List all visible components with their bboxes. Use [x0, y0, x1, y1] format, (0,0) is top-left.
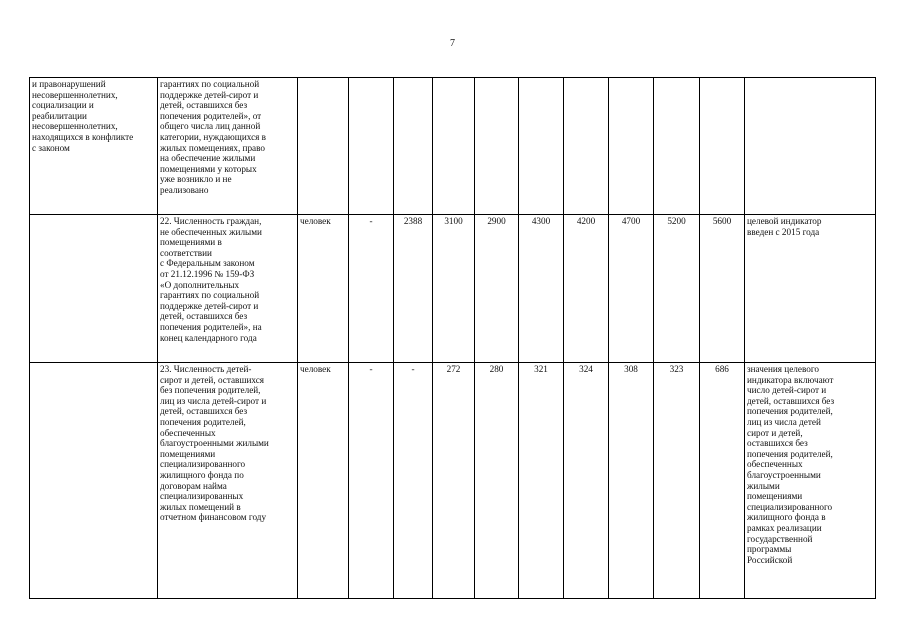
value-cell: 4700: [609, 215, 654, 363]
value-cell: -: [349, 363, 394, 599]
value-cell: 324: [564, 363, 609, 599]
note-cell: [745, 78, 876, 215]
table-row: [30, 78, 876, 215]
note-cell: значения целевого индикатора включают число детей-сирот и детей, оставшихся без попечения родителей, лиц из числа детей сирот и детей, оставшихся без попечения родителей, обеспеченных благоустроенными жилыми помещениями специализированного жилищного фонда в рамках реализации государственной программы Российской: [745, 363, 876, 599]
value-cell: 272: [433, 363, 475, 599]
value-cell: -: [394, 363, 433, 599]
value-cell: 3100: [433, 215, 475, 363]
note-cell: целевой индикатор введен с 2015 года: [745, 215, 876, 363]
page-number: 7: [450, 38, 455, 49]
value-cell: 280: [475, 363, 519, 599]
value-cell: 4200: [564, 215, 609, 363]
indicator-cell: 23. Численность детей- сирот и детей, оставшихся без попечения родителей, лиц из числа детей-сирот и детей, оставшихся без попечения родителей, обеспеченных благоустроенными жилыми помещениями специализированного жилищного фонда по договорам найма специализированных жилых помещений в отчетном финансовом году: [158, 363, 298, 599]
value-cell: 5600: [700, 215, 745, 363]
value-cell: 308: [609, 363, 654, 599]
value-cell: [475, 78, 519, 215]
indicator-table: [29, 77, 876, 599]
section-cell: [30, 215, 158, 363]
value-cell: 2388: [394, 215, 433, 363]
unit-cell: человек: [298, 363, 349, 599]
indicator-cell: 22. Численность граждан, не обеспеченных жилыми помещениями в соответствии с Федеральным законом от 21.12.1996 № 159-ФЗ «О дополнительных гарантиях по социальной поддержке детей-сирот и детей, оставшихся без попечения родителей», на конец календарного года: [158, 215, 298, 363]
value-cell: 2900: [475, 215, 519, 363]
value-cell: 4300: [519, 215, 564, 363]
value-cell: [349, 78, 394, 215]
value-cell: [609, 78, 654, 215]
value-cell: 321: [519, 363, 564, 599]
value-cell: [394, 78, 433, 215]
table-row: [30, 363, 876, 599]
unit-cell: [298, 78, 349, 215]
value-cell: [654, 78, 700, 215]
indicator-cell: гарантиях по социальной поддержке детей-сирот и детей, оставшихся без попечения родителей», от общего числа лиц данной категории, нуждающихся в жилых помещениях, право на обеспечение жилыми помещениями у которых уже возникло и не реализовано: [158, 78, 298, 215]
section-cell: [30, 363, 158, 599]
table-row: [30, 215, 876, 363]
value-cell: 5200: [654, 215, 700, 363]
value-cell: -: [349, 215, 394, 363]
value-cell: 323: [654, 363, 700, 599]
section-cell: и правонарушений несовершеннолетних, социализации и реабилитации несовершеннолетних, находящихся в конфликте с законом: [30, 78, 158, 215]
value-cell: [519, 78, 564, 215]
value-cell: [700, 78, 745, 215]
value-cell: 686: [700, 363, 745, 599]
unit-cell: человек: [298, 215, 349, 363]
value-cell: [564, 78, 609, 215]
value-cell: [433, 78, 475, 215]
